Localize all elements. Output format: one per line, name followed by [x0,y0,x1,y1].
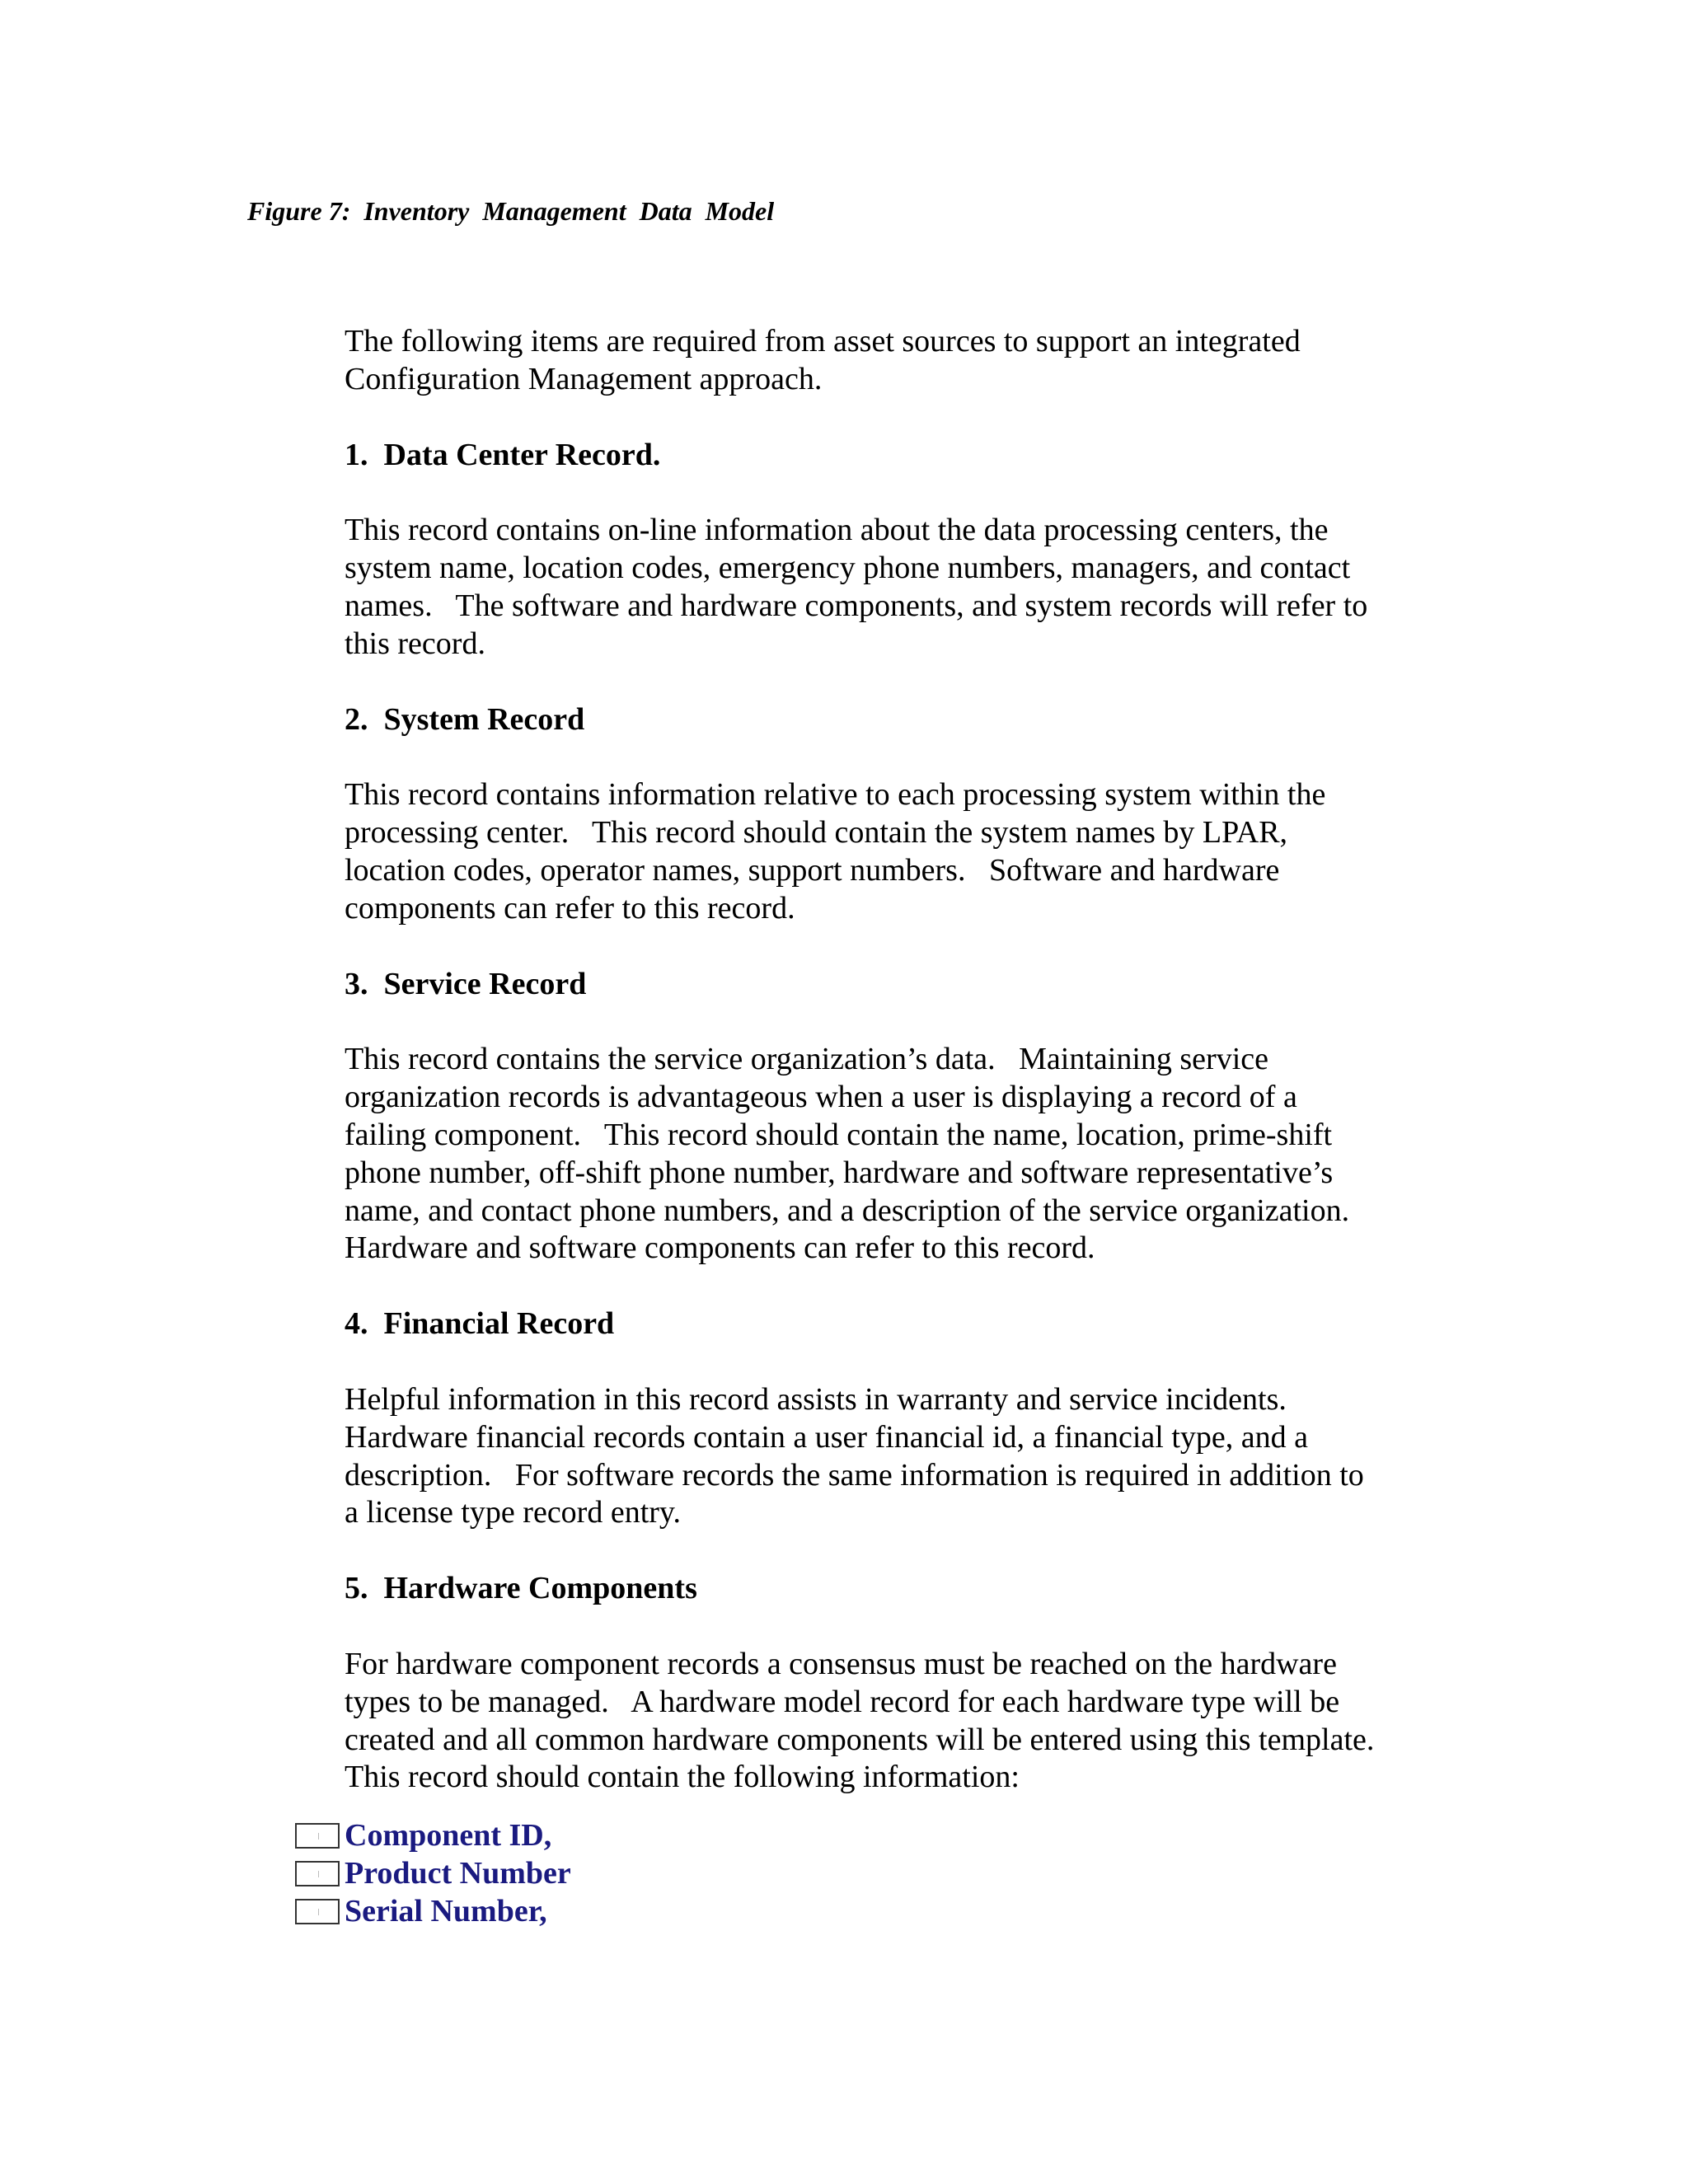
section-paragraph-hardware [345,1646,1465,1797]
paragraph-line: organization records is advantageous when a user is displaying a record of a [345,1080,1297,1115]
intro-paragraph [345,323,1465,399]
list-item-label: Serial Number, [345,1893,547,1929]
paragraph-line: failing component. This record should contain the name, location, prime-shift [345,1117,1333,1152]
paragraph-line: system name, location codes, emergency phone numbers, managers, and contact [345,551,1351,586]
section-heading-system: 2. System Record [345,701,585,737]
section-paragraph-data-center [345,512,1465,663]
list-item [295,1893,571,1931]
paragraph-line: types to be managed. A hardware model record for each hardware type will be [345,1684,1340,1719]
paragraph-line: names. The software and hardware components, and system records will refer to [345,588,1368,623]
list-item [295,1855,571,1893]
list-item-label: Component ID, [345,1818,552,1853]
paragraph-line: Hardware and software components can refer to this record. [345,1230,1095,1266]
paragraph-line: name, and contact phone numbers, and a description of the service organization. [345,1193,1350,1228]
section-paragraph-system [345,776,1465,927]
list-item-label: Product Number [345,1855,571,1891]
paragraph-line: description. For software records the same information is required in addition to [345,1457,1364,1493]
section-heading-service: 3. Service Record [345,966,587,1001]
checkbox-bullet-icon [295,1823,340,1849]
paragraph-line: phone number, off-shift phone number, hardware and software representative’s [345,1155,1334,1190]
section-paragraph-financial [345,1381,1465,1532]
section-paragraph-service [345,1041,1465,1268]
section-heading-financial: 4. Financial Record [345,1306,615,1342]
paragraph-line: created and all common hardware components will be entered using this template. [345,1722,1375,1757]
document-body [345,323,1465,1835]
paragraph-line: components can refer to this record. [345,890,795,926]
paragraph-line: a license type record entry. [345,1495,681,1530]
hardware-field-list [295,1817,571,1930]
section-heading-data-center: 1. Data Center Record. [345,437,661,472]
intro-line: The following items are required from asset sources to support an integrated [345,324,1301,359]
intro-line: Configuration Management approach. [345,361,823,396]
paragraph-line: This record contains information relative to each processing system within the [345,777,1326,813]
paragraph-line: processing center. This record should contain the system names by LPAR, [345,815,1288,851]
checkbox-bullet-icon [295,1899,340,1924]
paragraph-line: Helpful information in this record assists in warranty and service incidents. [345,1381,1287,1417]
paragraph-line: This record contains the service organization’s data. Maintaining service [345,1042,1268,1077]
paragraph-line: This record contains on-line information about the data processing centers, the [345,513,1329,548]
paragraph-line: location codes, operator names, support numbers. Software and hardware [345,852,1280,888]
paragraph-line: Hardware financial records contain a user financial id, a financial type, and a [345,1419,1309,1455]
figure-caption: Figure 7: Inventory Management Data Model [247,196,775,226]
paragraph-line: This record should contain the following information: [345,1760,1020,1795]
paragraph-line: this record. [345,626,485,661]
list-item [295,1817,571,1855]
checkbox-bullet-icon [295,1861,340,1886]
paragraph-line: For hardware component records a consensus must be reached on the hardware [345,1646,1337,1681]
section-heading-hardware: 5. Hardware Components [345,1571,697,1606]
